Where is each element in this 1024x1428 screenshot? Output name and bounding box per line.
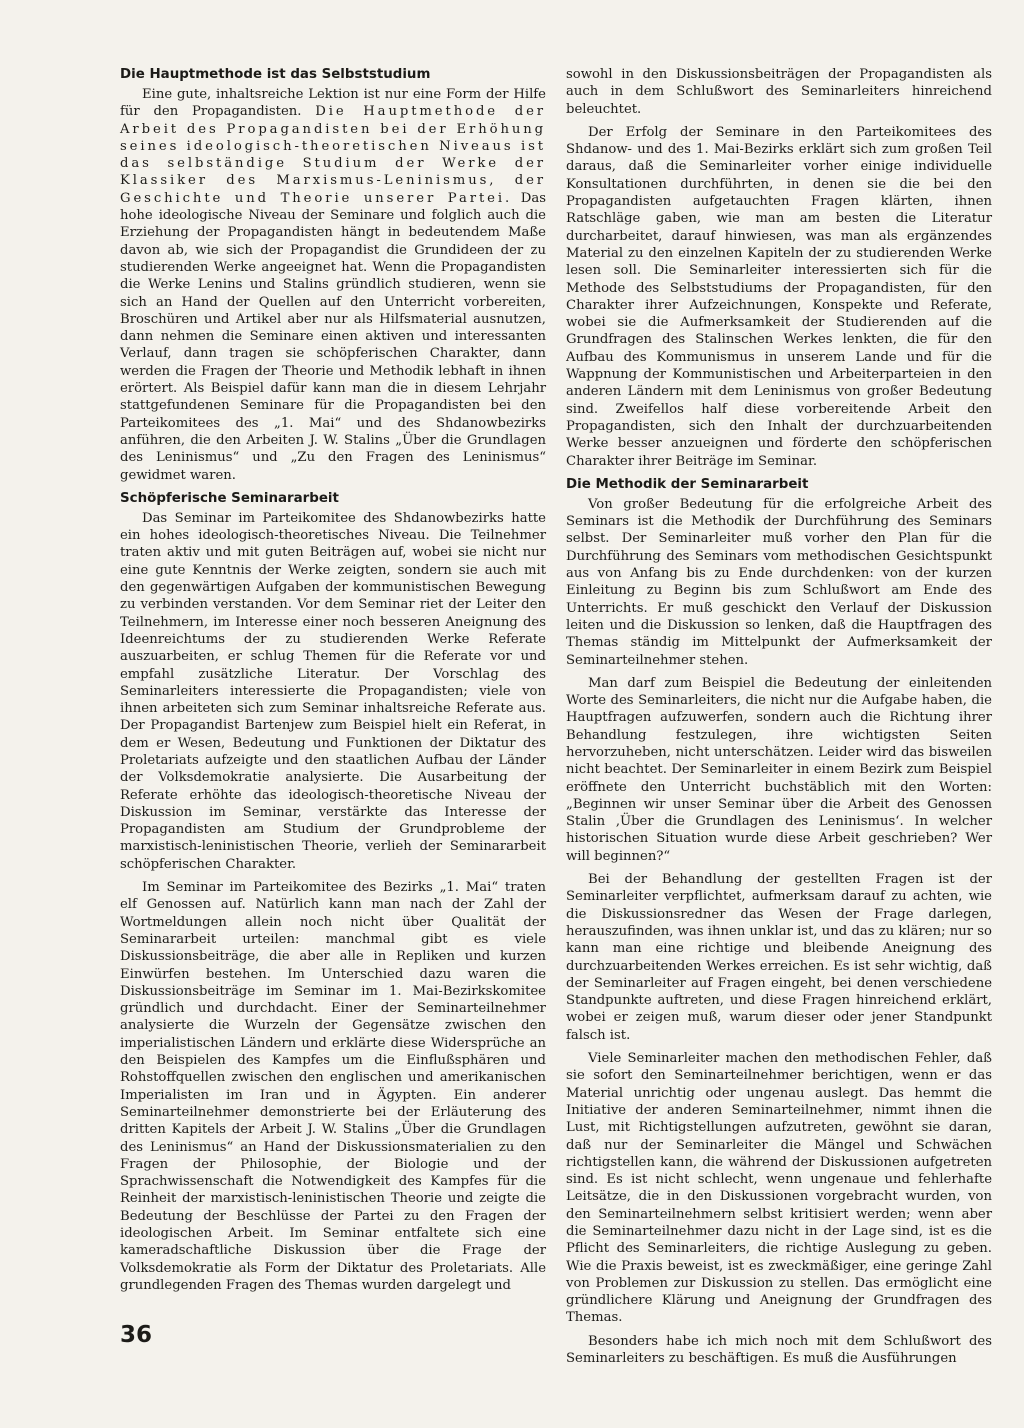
paragraph-text: Das hohe ideologische Niveau der Seminare und folglich auch die Erziehung der Propagandisten hängt in bedeutendem Maße davon ab, wie sich der Propagandist die Grundideen der zu studierenden Werke angeeignet hat. Wenn die Propagandisten die Werke Lenins und Stalins gründlich studieren, wenn sie sich an Hand der Quellen auf den Unterricht vorbereiten, Broschüren und Artikel aber nur als Hilfsmaterial ausnutzen, dann nehmen die Seminare einen aktiven und interessanten Verlauf, dann tragen sie schöpferischen Charakter, dann werden die Fragen der Theorie und Methodik lebhaft in ihnen erörtert. Als Beispiel dafür kann man die in diesem Lehrjahr stattgefundenen Seminare für die Propagandisten bei den Parteikomitees des „1. Mai“ und des Shdanowbezirks anführen, die den Arbeiten J. W. Stalins „Über die Grundlagen des Leninismus“ und „Zu den Fragen des Leninismus“ gewidmet waren. — [120, 190, 546, 483]
section-heading-hauptmethode: Die Hauptmethode ist das Selbststudium — [120, 67, 431, 82]
paragraph: Besonders habe ich mich noch mit dem Schlußwort des Seminarleiters zu beschäftigen. Es muß die Ausführungen — [566, 1333, 992, 1367]
paragraph-continued: sowohl in den Diskussionsbeiträgen der Propagandisten als auch in dem Schlußwort des Seminarleiters hinreichend beleuchtet. — [566, 67, 992, 117]
paragraph: Das Seminar im Parteikomitee des Shdanowbezirks hatte ein hohes ideologisch-theoretisches Niveau. Die Teilnehmer traten aktiv und mit guten Beiträgen auf, wobei sie nicht nur eine gute Kenntnis der Werke zeigten, sondern sie auch mit den gegenwärtigen Aufgaben der kommunistischen Bewegung zu verbinden verstanden. Vor dem Seminar riet der Leiter den Teilnehmern, im Interesse einer noch besseren Aneignung des Ideenreichtums der zu studierenden Werke Referate auszuarbeiten, er schlug Themen für die Referate vor und empfahl zusätzliche Literatur. Der Vorschlag des Seminarleiters interessierte die Propagandisten; viele von ihnen arbeiteten sich zum Seminar inhaltsreiche Referate aus. Der Propagandist Bartenjew zum Beispiel hielt ein Referat, in dem er Wesen, Bedeutung und Funktionen der Diktatur des Proletariats aufzeigte und den staatlichen Aufbau der Länder der Volksdemokratie analysierte. Die Ausarbeitung der Referate erhöhte das ideologisch-theoretische Niveau der Diskussion im Seminar, verstärkte das Interesse der Propagandisten am Studium der Grundprobleme der marxistisch-leninistischen Theorie, verlieh der Seminararbeit schöpferischen Charakter. — [120, 510, 546, 872]
paragraph: Bei der Behandlung der gestellten Fragen ist der Seminarleiter verpflichtet, aufmerksam darauf zu achten, wie die Diskussionsredner das Wesen der Frage darlegen, herauszufinden, was ihnen unklar ist, und das zu klären; nur so kann man eine richtige und bleibende Aneignung des durchzuarbeitenden Werkes erreichen. Es ist sehr wichtig, daß der Seminarleiter auf Fragen eingeht, bei denen verschiedene Standpunkte auftreten, und diese Fragen hinreichend erklärt, wobei er zeigen muß, warum dieser oder jener Standpunkt falsch ist. — [566, 872, 992, 1043]
paragraph: Von großer Bedeutung für die erfolgreiche Arbeit des Seminars ist die Methodik der Durchführung des Seminars selbst. Der Seminarleiter muß vorher den Plan für die Durchführung des Seminars vom methodischen Gesichtspunkt aus von Anfang bis zu Ende durchdenken: von der kurzen Einleitung zu Beginn bis zum Schlußwort am Ende des Unterrichts. Er muß geschickt den Verlauf der Diskussion leiten und die Diskussion so lenken, daß die Hauptfragen des Themas ständig im Mittelpunkt der Aufmerksamkeit der Seminarteilnehmer stehen. — [566, 496, 992, 668]
paragraph: Der Erfolg der Seminare in den Parteikomitees des Shdanow- und des 1. Mai-Bezirks erklärt sich zum großen Teil daraus, daß die Seminarleiter vorher einige individuelle Konsultationen durchführten, in denen sie die bei den Propagandisten aufgetauchten Fragen klärten, ihnen Ratschläge gaben, wie man am besten die Literatur durcharbeitet, darauf hinwiesen, was man als ergänzendes Material zu den einzelnen Kapiteln der zu studierenden Werke lesen soll. Die Seminarleiter interessierten sich für die Methode des Selbststudiums der Propagandisten, für den Charakter ihrer Aufzeichnungen, Konspekte und Referate, wobei sie die Aufmerksamkeit der Studierenden auf die Grundfragen des Stalinschen Werkes lenkten, die für den Aufbau des Kommunismus in unserem Lande und für die Wappnung der Kommunistischen und Arbeiterparteien in den anderen Ländern mit dem Leninismus von großer Bedeutung sind. Zweifellos half diese vorbereitende Arbeit den Propagandisten, sich den Inhalt der durchzuarbeitenden Werke besser anzueignen und förderte den schöpferischen Charakter ihrer Beiträge im Seminar. — [566, 124, 992, 469]
right-column — [566, 66, 992, 1373]
paragraph: Man darf zum Beispiel die Bedeutung der einleitenden Worte des Seminarleiters, die nicht nur die Aufgabe haben, die Hauptfragen aufzuwerfen, sondern auch die Richtung ihrer Behandlung festzulegen, ihre wichtigsten Seiten hervorzuheben, nicht unterschätzen. Leider wird das bisweilen nicht beachtet. Der Seminarleiter in einem Bezirk zum Beispiel eröffnete den Unterricht buchstäblich mit den Worten: „Beginnen wir unser Seminar über die Arbeit des Genossen Stalin ‚Über die Grundlagen des Leninismus‘. In welcher historischen Situation wurde diese Arbeit geschrieben? Wer will beginnen?“ — [566, 675, 992, 864]
page-number: 36 — [120, 1322, 153, 1348]
paragraph: Viele Seminarleiter machen den methodischen Fehler, daß sie sofort den Seminarteilnehmer berichtigen, wenn er das Material unrichtig oder ungenau auslegt. Das hemmt die Initiative der anderen Seminarteilnehmer, nimmt ihnen die Lust, mit Richtigstellungen aufzutreten, gewöhnt sie daran, daß nur der Seminarleiter die Mängel und Schwächen richtigstellen kann, die während der Diskussionen aufgetreten sind. Es ist nicht schlecht, wenn ungenaue und fehlerhafte Leitsätze, die in den Diskussionen vorgebracht wurden, von den Seminarteilnehmern selbst kritisiert werden; wenn aber die Seminarteilnehmer dazu nicht in der Lage sind, ist es die Pflicht des Seminarleiters, die richtige Auslegung zu geben. Wie die Praxis beweist, ist es zweckmäßiger, eine geringe Zahl von Problemen zur Diskussion zu stellen. Das ermöglicht eine gründlichere Klärung und Aneignung der Grundfragen des Themas. — [566, 1051, 992, 1326]
paragraph — [120, 86, 546, 484]
emphasized-spaced-text: Die Hauptmethode der Arbeit des Propagandisten bei der Erhöhung seines ideologisch-theoretischen Niveaus ist das selbständige Studium der Werke der Klassiker des Marxismus-Leninismus, der Geschichte und Theorie unserer Partei. — [120, 104, 546, 206]
paragraph-text: Eine gute, inhaltsreiche Lektion ist nur eine Form der Hilfe für den Propagandisten. — [120, 87, 546, 120]
paragraph: Im Seminar im Parteikomitee des Bezirks „1. Mai“ traten elf Genossen auf. Natürlich kann man nach der Zahl der Wortmeldungen allein noch nicht über Qualität der Seminararbeit urteilen: manchmal gibt es viele Diskussionsbeiträge, die aber alle in Repliken und kurzen Einwürfen bestehen. Im Unterschied dazu waren die Diskussionsbeiträge im Seminar im 1. Mai-Bezirkskomitee gründlich und durchdacht. Einer der Seminarteilnehmer analysierte die Wurzeln der Gegensätze zwischen den imperialistischen Ländern und erklärte diese Widersprüche an den Beispielen des Kampfes um die Einflußsphären und Rohstoffquellen zwischen den englischen und amerikanischen Imperialisten im Iran und in Ägypten. Ein anderer Seminarteilnehmer demonstrierte bei der Erläuterung des dritten Kapitels der Arbeit J. W. Stalins „Über die Grundlagen des Leninismus“ an Hand der Diskussionsmaterialien zu den Fragen der Philosophie, der Biologie und der Sprachwissenschaft die Notwendigkeit des Kampfes für die Reinheit der marxistisch-leninistischen Theorie und zeigte die Bedeutung der Beschlüsse der Partei zu den Fragen der ideologischen Arbeit. Im Seminar entfaltete sich eine kameradschaftliche Diskussion über die Frage der Volksdemokratie als Form der Diktatur des Proletariats. Alle grundlegenden Fragen des Themas wurden dargelegt und — [120, 880, 546, 1293]
left-column — [120, 66, 546, 1300]
section-heading-methodik: Die Methodik der Seminararbeit — [566, 476, 809, 492]
section-heading-schoepferische: Schöpferische Seminararbeit — [120, 490, 339, 506]
